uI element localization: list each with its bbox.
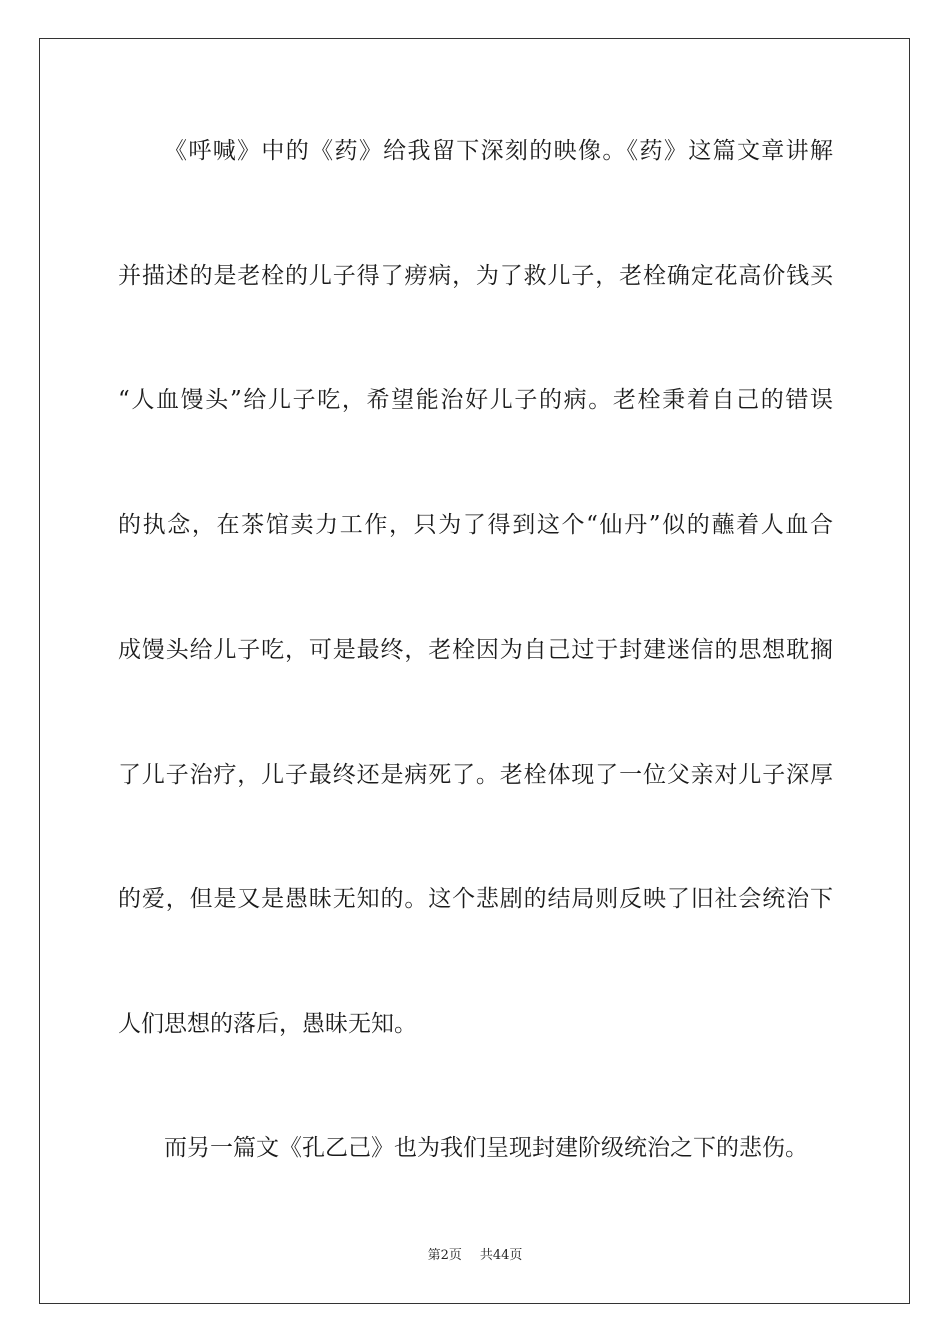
paragraph-1-line-5: 成馒头给儿子吃，可是最终，老栓因为自己过于封建迷信的思想耽搁	[118, 637, 833, 663]
paragraph-2-line-1: 而另一篇文《孔乙己》也为我们呈现封建阶级统治之下的悲伤。	[164, 1135, 808, 1161]
paragraph-1-line-4: 的执念，在茶馆卖力工作，只为了得到这个“仙丹”似的蘸着人血合	[118, 512, 833, 538]
paragraph-1-line-2: 并描述的是老栓的儿子得了痨病，为了救儿子，老栓确定花高价钱买	[118, 263, 833, 289]
paragraph-1-line-3: “人血馒头”给儿子吃，希望能治好儿子的病。老栓秉着自己的错误	[118, 387, 833, 413]
paragraph-1-line-8: 人们思想的落后，愚昧无知。	[118, 1011, 417, 1037]
page-total: 共44页	[479, 1248, 523, 1263]
paragraph-1-line-6: 了儿子治疗，儿子最终还是病死了。老栓体现了一位父亲对儿子深厚	[118, 762, 833, 788]
paragraph-1-line-1: 《呼喊》中的《药》给我留下深刻的映像。《药》这篇文章讲解	[164, 138, 833, 164]
paragraph-1-line-7: 的爱，但是又是愚昧无知的。这个悲剧的结局则反映了旧社会统治下	[118, 886, 833, 912]
page-number: 第2页	[427, 1248, 462, 1263]
page-frame	[39, 38, 910, 1304]
page-footer	[0, 1247, 950, 1265]
